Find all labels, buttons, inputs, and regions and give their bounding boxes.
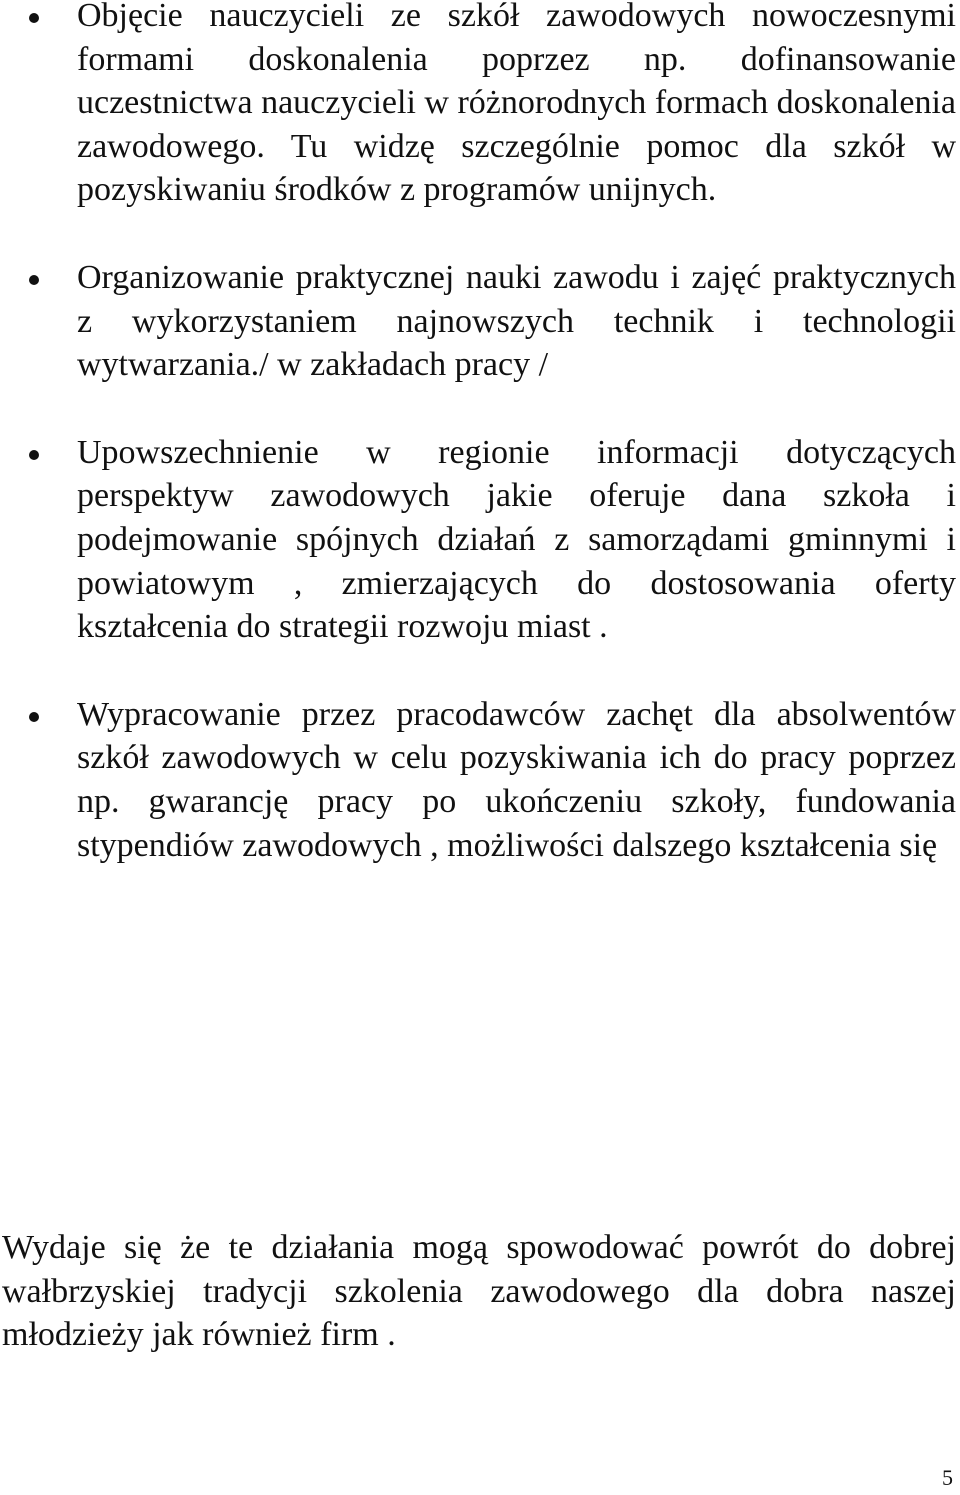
closing-paragraph: Wydaje się że te działania mogą spowodować powrót do dobrej wałbrzyskiej tradycji szkolenia zawodowego dla dobra naszej młodzieży jak również firm . — [2, 1229, 956, 1354]
list-item — [0, 256, 960, 387]
bullet-icon — [29, 275, 39, 285]
list-item — [0, 431, 960, 649]
list-item-text: Objęcie nauczycieli ze szkół zawodowych nowoczesnymi formami doskonalenia poprzez np. dofinansowanie uczestnictwa nauczycieli w różnorodnych formach doskonalenia zawodowego. Tu widzę szczególnie pomoc dla szkół w pozyskiwaniu środków z programów unijnych. — [77, 0, 956, 209]
bullet-icon — [29, 712, 39, 722]
list-item-text: Organizowanie praktycznej nauki zawodu i zajęć praktycznych z wykorzystaniem najnowszych technik i technologii wytwarzania./ w zakładach pracy / — [77, 258, 956, 384]
list-item-text: Wypracowanie przez pracodawców zachęt dla absolwentów szkół zawodowych w celu pozyskiwania ich do pracy poprzez np. gwarancję pracy po ukończeniu szkoły, fundowania stypendiów zawodowych , możliwości dalszego kształcenia się — [77, 695, 956, 864]
bullet-icon — [29, 450, 39, 460]
list-item — [0, 0, 960, 212]
bullet-icon — [29, 13, 39, 23]
list-item — [0, 693, 960, 867]
list-item-text: Upowszechnienie w regionie informacji dotyczących perspektyw zawodowych jakie oferuje dana szkoła i podejmowanie spójnych działań z samorządami gminnymi i powiatowym , zmierzających do dostosowania oferty kształcenia do strategii rozwoju miast . — [77, 433, 956, 646]
page-number: 5 — [942, 1465, 953, 1490]
